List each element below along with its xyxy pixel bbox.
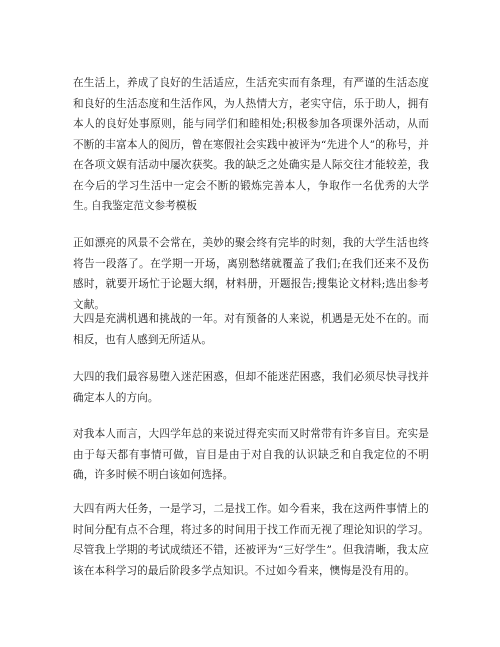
paragraph-opportunity: 大四是充满机遇和挑战的一年。对有预备的人来说，机遇是无处不在的。而相反，也有人感到无所适从。: [73, 313, 429, 346]
section-heading: 自我鉴定范文参考模板: [91, 200, 197, 212]
paragraph-tasks: 大四有两大任务，一是学习，二是找工作。如今看来，我在这两件事情上的时间分配有点不合理，将过多的时间用于找工作而无视了理论知识的学习。尽管我上学期的考试成绩还不错，还被评为“三好学生”。但我清晰，我太应该在本科学习的最后阶段多学点知识。不过如今看来，懊悔是没有用的。: [73, 503, 429, 577]
paragraph-confusion: 大四的我们最容易堕入迷茫困惑，但却不能迷茫困惑，我们必须尽快寻找并确定本人的方向。: [73, 371, 429, 404]
paragraph-reflection: 对我本人而言，大四学年总的来说过得充实而又时常带有许多盲目。充实是由于每天都有事情可做，盲目是由于对自我的认识缺乏和自我定位的不明确，许多时候不明白该如何选择。: [73, 428, 429, 481]
paragraph-intro: 正如漂亮的风景不会常在，美妙的聚会终有完毕的时刻，我的大学生活也终将告一段落了。在学期一开场，离别愁绪就覆盖了我们;在我们还来不及伤感时，就要开场忙于论题大纲，材料册，开题报告;搜集论文材料;选出参考文献。: [73, 237, 429, 311]
paragraph-life: 在生活上，养成了良好的生活适应，生活充实而有条理，有严谨的生活态度和良好的生活态度和生活作风，为人热情大方，老实守信，乐于助人，拥有本人的良好处事原则，能与同学们和睦相处;积极参加各项课外活动，从而不断的丰富本人的阅历，曾在寒假社会实践中被评为“先进个人”的称号，并在各项文娱有活动中屡次获奖。我的缺乏之处确实是人际交往才能较差，我在今后的学习生活中一定会不断的锻炼完善本人，争取作一名优秀的大学生。: [73, 77, 429, 212]
